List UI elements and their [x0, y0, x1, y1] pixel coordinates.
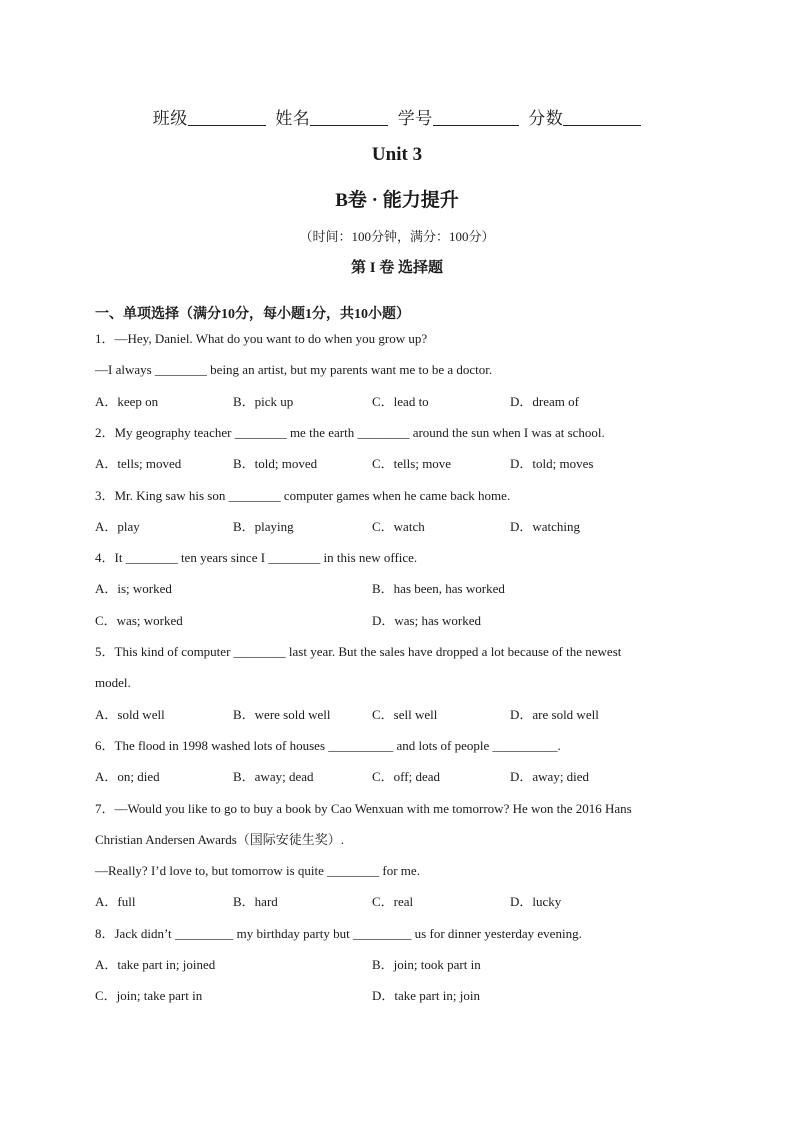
question-3-stem-line: 3．Mr. King saw his son ________ computer games when he came back home. — [95, 487, 511, 503]
unit-title: Unit 3 — [371, 144, 423, 165]
question-1-stem-line: 1．—Hey, Daniel. What do you want to do when you grow up? — [95, 331, 428, 346]
question-7-option-a[interactable]: A．full — [95, 894, 136, 910]
question-1-stem-line: —I always ________ being an artist, but my parents want me to be a doctor. — [95, 362, 493, 378]
question-7-stem-line: —Really? I’d love to, but tomorrow is quite ________ for me. — [95, 863, 420, 879]
question-8-option-b[interactable]: B．join; took part in — [372, 957, 481, 972]
id-label: 学号 — [397, 109, 433, 128]
question-3-option-b[interactable]: B．playing — [233, 518, 294, 534]
question-6-stem-line: 6．The flood in 1998 washed lots of houses __________ and lots of people __________. — [95, 737, 561, 753]
section-title: 第 I 卷 选择题 — [350, 260, 444, 276]
question-6-option-a[interactable]: A．on; died — [95, 769, 160, 785]
question-7-option-c[interactable]: C．real — [372, 894, 414, 910]
question-1-option-c[interactable]: C．lead to — [372, 393, 429, 409]
question-3-option-a[interactable]: A．play — [95, 518, 140, 534]
question-4-option-b[interactable]: B．has been, has worked — [372, 581, 505, 597]
question-1-option-a[interactable]: A．keep on — [95, 393, 159, 409]
paper-title: B卷 · 能力提升 — [335, 190, 459, 211]
question-4-option-d[interactable]: D．was; has worked — [372, 612, 482, 628]
question-5-option-a[interactable]: A．sold well — [95, 706, 165, 722]
question-6-option-d[interactable]: D．away; died — [510, 769, 590, 785]
question-5-option-d[interactable]: D．are sold well — [510, 706, 599, 722]
score-label: 分数 — [528, 109, 564, 128]
class-label: 班级 — [152, 109, 188, 128]
question-8-option-d[interactable]: D．take part in; join — [372, 988, 480, 1004]
question-7-stem-line: Christian Andersen Awards（国际安徒生奖）. — [95, 831, 345, 847]
question-1-option-d[interactable]: D．dream of — [510, 393, 579, 409]
question-3-option-d[interactable]: D．watching — [510, 518, 581, 534]
question-6-option-c[interactable]: C．off; dead — [372, 769, 440, 785]
question-2-stem-line: 2．My geography teacher ________ me the earth ________ around the sun when I was at school. — [95, 424, 605, 440]
question-7-option-b[interactable]: B．hard — [233, 894, 278, 910]
question-7-stem-line: 7．—Would you like to go to buy a book by Cao Wenxuan with me tomorrow? He won the 2016 Hans — [95, 800, 632, 816]
question-4-option-c[interactable]: C．was; worked — [95, 612, 183, 628]
question-3-option-c[interactable]: C．watch — [372, 518, 425, 534]
name-label: 姓名 — [275, 109, 311, 128]
question-4-stem-line: 4．It ________ ten years since I ________ in this new office. — [95, 550, 418, 566]
question-4-option-a[interactable]: A．is; worked — [95, 581, 172, 597]
question-2-option-c[interactable]: C．tells; move — [372, 456, 452, 472]
time-info: （时间：100分钟，满分：100分） — [299, 229, 495, 244]
question-8-option-c[interactable]: C．join; take part in — [95, 988, 203, 1004]
part-title: 一、单项选择（满分10分，每小题1分，共10小题） — [95, 307, 410, 322]
question-8-option-a[interactable]: A．take part in; joined — [95, 957, 216, 972]
question-2-option-a[interactable]: A．tells; moved — [95, 456, 182, 472]
question-2-option-d[interactable]: D．told; moves — [510, 456, 594, 472]
question-2-option-b[interactable]: B．told; moved — [233, 456, 318, 472]
question-5-stem-line: 5．This kind of computer ________ last year. But the sales have dropped a lot because of the newest — [95, 644, 622, 659]
question-8-stem-line: 8．Jack didn’t _________ my birthday party but _________ us for dinner yesterday evening. — [95, 925, 582, 941]
question-1-option-b[interactable]: B．pick up — [233, 393, 294, 409]
question-5-stem-line: model. — [95, 675, 131, 691]
question-6-option-b[interactable]: B．away; dead — [233, 769, 314, 785]
question-7-option-d[interactable]: D．lucky — [510, 894, 562, 910]
question-5-option-c[interactable]: C．sell well — [372, 706, 438, 722]
question-5-option-b[interactable]: B．were sold well — [233, 706, 331, 722]
